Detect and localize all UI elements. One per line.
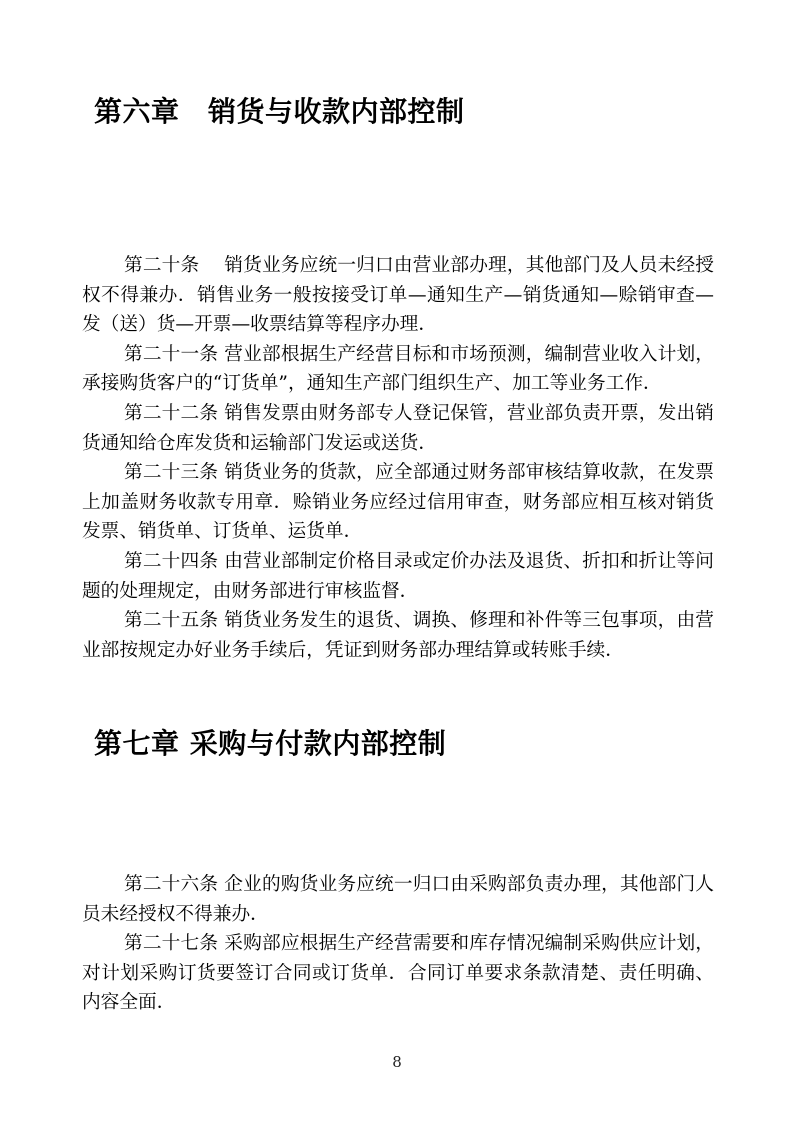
chapter-7-body xyxy=(82,870,714,1018)
paragraph-article-25: 第二十五条 销货业务发生的退货、调换、修理和补件等三包事项，由营业部按规定办好业务手续后，凭证到财务部办理结算或转账手续． xyxy=(82,610,714,661)
paragraph-article-22: 第二十二条 销售发票由财务部专人登记保管，营业部负责开票，发出销货通知给仓库发货和运输部门发运或送货． xyxy=(82,402,714,454)
paragraph-article-24: 第二十四条 由营业部制定价格目录或定价办法及退货、折扣和折让等问题的处理规定，由财务部进行审核监督． xyxy=(82,550,714,602)
paragraph-article-20: 第二十条 销货业务应统一归口由营业部办理，其他部门及人员未经授权不得兼办．销售业务一般按接受订单—通知生产—销货通知—赊销审查—发（送）货—开票—收票结算等程序办理． xyxy=(82,255,714,336)
paragraph-article-23: 第二十三条 销货业务的货款，应全部通过财务部审核结算收款，在发票上加盖财务收款专用章．赊销业务应经过信用审查，财务部应相互核对销货发票、销货单、订货单、运货单． xyxy=(82,462,714,543)
chapter-6-heading: 第六章 销货与收款内部控制 xyxy=(94,95,465,128)
chapter-7-heading: 第七章 采购与付款内部控制 xyxy=(94,727,447,760)
page-number: 8 xyxy=(392,1053,402,1071)
chapter-6-body xyxy=(82,251,714,665)
paragraph-article-27: 第二十七条 采购部应根据生产经营需要和库存情况编制采购供应计划，对计划采购订货要签订合同或订货单．合同订单要求条款清楚、责任明确、内容全面． xyxy=(82,933,714,1014)
paragraph-article-26: 第二十六条 企业的购货业务应统一归口由采购部负责办理，其他部门人员未经授权不得兼办． xyxy=(82,874,714,925)
paragraph-article-21: 第二十一条 营业部根据生产经营目标和市场预测，编制营业收入计划，承接购货客户的“订货单”，通知生产部门组织生产、加工等业务工作． xyxy=(82,343,714,395)
